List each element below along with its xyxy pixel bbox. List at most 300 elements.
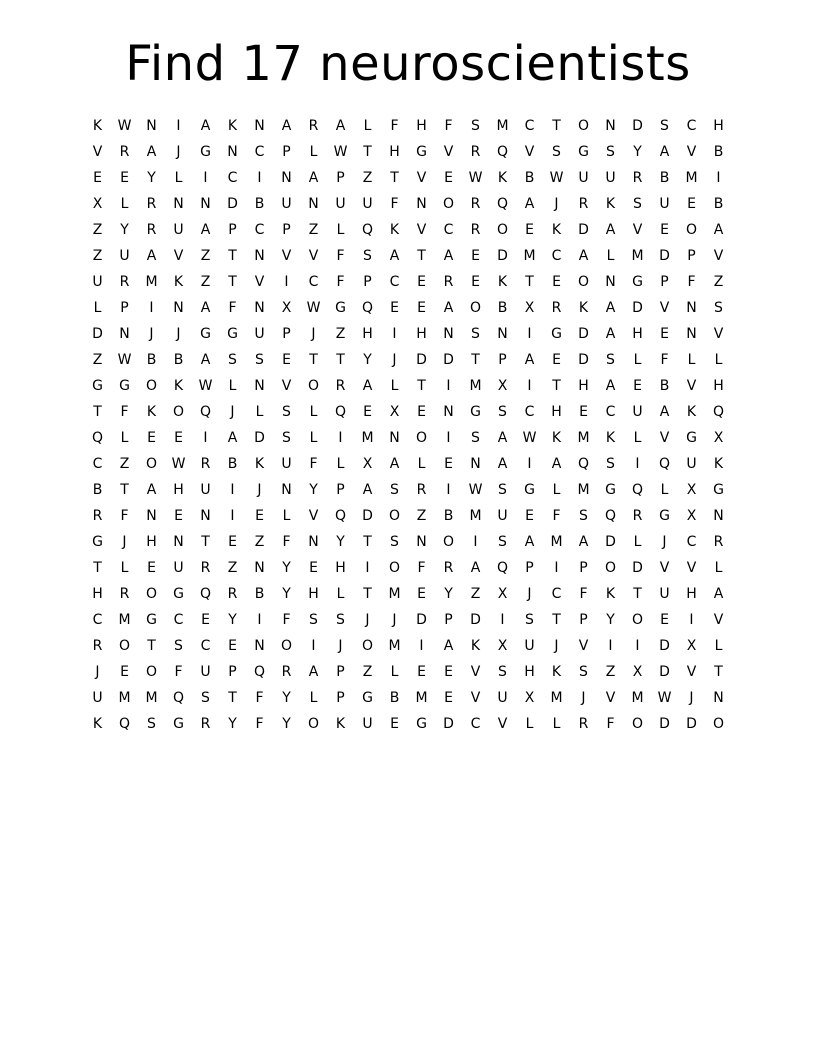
grid-letter[interactable]: D — [659, 664, 670, 680]
grid-letter[interactable]: T — [228, 274, 237, 290]
grid-letter[interactable]: T — [525, 274, 534, 290]
grid-letter[interactable]: O — [145, 586, 158, 602]
grid-letter[interactable]: T — [228, 690, 237, 706]
grid-letter[interactable]: T — [552, 118, 561, 134]
grid-letter[interactable]: U — [659, 196, 670, 212]
grid-letter[interactable]: L — [606, 248, 615, 264]
grid-letter[interactable]: M — [577, 430, 590, 446]
grid-letter[interactable]: G — [470, 404, 481, 420]
grid-letter[interactable]: I — [203, 170, 208, 186]
grid-letter[interactable]: N — [605, 118, 616, 134]
grid-letter[interactable]: A — [713, 586, 724, 602]
grid-letter[interactable]: Z — [92, 352, 103, 368]
grid-letter[interactable]: N — [200, 508, 211, 524]
grid-letter[interactable]: L — [336, 586, 345, 602]
grid-letter[interactable]: A — [524, 196, 535, 212]
grid-letter[interactable]: Z — [200, 274, 211, 290]
grid-letter[interactable]: J — [581, 690, 586, 706]
grid-letter[interactable]: C — [254, 144, 265, 160]
grid-letter[interactable]: E — [552, 352, 561, 368]
grid-letter[interactable]: R — [146, 196, 157, 212]
grid-letter[interactable]: A — [146, 248, 157, 264]
grid-letter[interactable]: C — [470, 716, 481, 732]
grid-letter[interactable]: A — [524, 534, 535, 550]
grid-letter[interactable]: B — [227, 456, 238, 472]
grid-letter[interactable]: X — [497, 378, 508, 394]
grid-letter[interactable]: D — [578, 326, 589, 342]
grid-letter[interactable]: H — [173, 482, 184, 498]
grid-letter[interactable]: I — [311, 638, 316, 654]
grid-letter[interactable]: Z — [200, 248, 211, 264]
grid-letter[interactable]: L — [390, 664, 399, 680]
grid-letter[interactable]: J — [662, 534, 667, 550]
grid-letter[interactable]: G — [416, 144, 427, 160]
grid-letter[interactable]: R — [713, 534, 724, 550]
grid-letter[interactable]: G — [551, 326, 562, 342]
grid-letter[interactable]: M — [550, 690, 563, 706]
grid-letter[interactable]: Y — [309, 482, 318, 498]
grid-letter[interactable]: K — [605, 430, 616, 446]
grid-letter[interactable]: S — [633, 196, 642, 212]
grid-letter[interactable]: A — [200, 118, 211, 134]
grid-letter[interactable]: I — [446, 378, 451, 394]
grid-letter[interactable]: K — [146, 404, 157, 420]
grid-letter[interactable]: C — [551, 248, 562, 264]
grid-letter[interactable]: K — [497, 170, 508, 186]
grid-letter[interactable]: F — [255, 690, 264, 706]
grid-letter[interactable]: F — [552, 508, 561, 524]
grid-letter[interactable]: F — [228, 300, 237, 316]
grid-letter[interactable]: A — [551, 456, 562, 472]
grid-letter[interactable]: Z — [227, 560, 238, 576]
grid-letter[interactable]: V — [659, 300, 670, 316]
grid-letter[interactable]: L — [309, 404, 318, 420]
grid-letter[interactable]: P — [579, 560, 588, 576]
grid-letter[interactable]: L — [660, 482, 669, 498]
grid-letter[interactable]: G — [713, 482, 724, 498]
grid-letter[interactable]: A — [659, 404, 670, 420]
grid-letter[interactable]: H — [389, 144, 400, 160]
grid-letter[interactable]: N — [416, 534, 427, 550]
grid-letter[interactable]: H — [416, 118, 427, 134]
grid-letter[interactable]: O — [145, 456, 158, 472]
grid-letter[interactable]: A — [308, 664, 319, 680]
grid-letter[interactable]: A — [389, 248, 400, 264]
grid-letter[interactable]: S — [282, 430, 291, 446]
grid-letter[interactable]: K — [335, 716, 346, 732]
grid-letter[interactable]: O — [118, 638, 131, 654]
grid-letter[interactable]: G — [659, 508, 670, 524]
grid-letter[interactable]: F — [174, 664, 183, 680]
grid-letter[interactable]: L — [552, 716, 561, 732]
grid-letter[interactable]: V — [686, 560, 697, 576]
grid-letter[interactable]: B — [497, 300, 508, 316]
grid-letter[interactable]: G — [227, 326, 238, 342]
grid-letter[interactable]: V — [470, 664, 481, 680]
grid-letter[interactable]: Q — [334, 404, 347, 420]
grid-letter[interactable]: T — [633, 586, 642, 602]
grid-letter[interactable]: R — [92, 638, 103, 654]
grid-letter[interactable]: J — [230, 404, 235, 420]
grid-letter[interactable]: T — [552, 378, 561, 394]
grid-letter[interactable]: O — [307, 378, 320, 394]
grid-letter[interactable]: M — [415, 690, 428, 706]
grid-letter[interactable]: I — [257, 170, 262, 186]
grid-letter[interactable]: N — [308, 534, 319, 550]
grid-letter[interactable]: I — [608, 638, 613, 654]
grid-letter[interactable]: Z — [362, 664, 373, 680]
grid-letter[interactable]: V — [173, 248, 184, 264]
grid-letter[interactable]: M — [469, 378, 482, 394]
grid-letter[interactable]: U — [200, 664, 211, 680]
grid-letter[interactable]: E — [147, 560, 156, 576]
grid-letter[interactable]: S — [282, 404, 291, 420]
grid-letter[interactable]: X — [713, 430, 724, 446]
grid-letter[interactable]: P — [228, 222, 237, 238]
grid-letter[interactable]: E — [444, 690, 453, 706]
grid-letter[interactable]: M — [388, 638, 401, 654]
grid-letter[interactable]: O — [361, 638, 374, 654]
grid-letter[interactable]: S — [498, 534, 507, 550]
grid-letter[interactable]: R — [470, 222, 481, 238]
grid-letter[interactable]: O — [145, 664, 158, 680]
grid-letter[interactable]: Z — [119, 456, 130, 472]
grid-letter[interactable]: U — [119, 248, 130, 264]
grid-letter[interactable]: C — [308, 274, 319, 290]
grid-letter[interactable]: V — [281, 248, 292, 264]
grid-letter[interactable]: G — [686, 430, 697, 446]
grid-letter[interactable]: L — [255, 404, 264, 420]
grid-letter[interactable]: E — [525, 222, 534, 238]
grid-letter[interactable]: Y — [444, 586, 453, 602]
grid-letter[interactable]: H — [632, 326, 643, 342]
grid-letter[interactable]: U — [659, 586, 670, 602]
grid-letter[interactable]: O — [172, 404, 185, 420]
grid-letter[interactable]: G — [362, 690, 373, 706]
grid-letter[interactable]: V — [713, 326, 724, 342]
grid-letter[interactable]: Y — [282, 716, 291, 732]
grid-letter[interactable]: E — [417, 404, 426, 420]
grid-letter[interactable]: E — [255, 508, 264, 524]
grid-letter[interactable]: W — [468, 170, 483, 186]
grid-letter[interactable]: T — [363, 586, 372, 602]
grid-letter[interactable]: E — [201, 612, 210, 628]
grid-letter[interactable]: R — [200, 456, 211, 472]
grid-letter[interactable]: E — [228, 638, 237, 654]
grid-letter[interactable]: U — [92, 274, 103, 290]
grid-letter[interactable]: M — [469, 508, 482, 524]
grid-letter[interactable]: L — [174, 170, 183, 186]
grid-letter[interactable]: A — [200, 300, 211, 316]
grid-letter[interactable]: V — [713, 612, 724, 628]
grid-letter[interactable]: K — [470, 638, 481, 654]
grid-letter[interactable]: L — [309, 430, 318, 446]
grid-letter[interactable]: H — [92, 586, 103, 602]
grid-letter[interactable]: R — [119, 144, 130, 160]
grid-letter[interactable]: Q — [199, 586, 212, 602]
grid-letter[interactable]: I — [554, 560, 559, 576]
grid-letter[interactable]: R — [200, 716, 211, 732]
grid-letter[interactable]: A — [443, 300, 454, 316]
grid-letter[interactable]: S — [552, 144, 561, 160]
grid-letter[interactable]: D — [443, 352, 454, 368]
grid-letter[interactable]: L — [363, 118, 372, 134]
grid-letter[interactable]: X — [362, 456, 373, 472]
grid-letter[interactable]: I — [500, 612, 505, 628]
grid-letter[interactable]: P — [228, 664, 237, 680]
grid-letter[interactable]: I — [392, 326, 397, 342]
grid-letter[interactable]: M — [496, 118, 509, 134]
grid-letter[interactable]: L — [309, 144, 318, 160]
grid-letter[interactable]: K — [173, 274, 184, 290]
grid-letter[interactable]: R — [308, 118, 319, 134]
grid-letter[interactable]: O — [280, 638, 293, 654]
grid-letter[interactable]: Q — [577, 456, 590, 472]
grid-letter[interactable]: V — [659, 430, 670, 446]
grid-letter[interactable]: U — [362, 716, 373, 732]
grid-letter[interactable]: N — [119, 326, 130, 342]
grid-letter[interactable]: X — [92, 196, 103, 212]
grid-letter[interactable]: I — [149, 300, 154, 316]
grid-letter[interactable]: H — [686, 586, 697, 602]
grid-letter[interactable]: F — [282, 612, 291, 628]
grid-letter[interactable]: J — [176, 144, 181, 160]
grid-letter[interactable]: S — [390, 482, 399, 498]
grid-letter[interactable]: V — [605, 690, 616, 706]
grid-letter[interactable]: N — [254, 118, 265, 134]
grid-letter[interactable]: V — [497, 716, 508, 732]
grid-letter[interactable]: W — [522, 430, 537, 446]
grid-letter[interactable]: H — [146, 534, 157, 550]
grid-letter[interactable]: N — [497, 326, 508, 342]
grid-letter[interactable]: B — [443, 508, 454, 524]
grid-letter[interactable]: M — [685, 170, 698, 186]
grid-letter[interactable]: H — [551, 404, 562, 420]
grid-letter[interactable]: H — [416, 326, 427, 342]
grid-letter[interactable]: U — [173, 222, 184, 238]
grid-letter[interactable]: S — [201, 690, 210, 706]
grid-letter[interactable]: N — [227, 144, 238, 160]
grid-letter[interactable]: A — [605, 378, 616, 394]
grid-letter[interactable]: E — [417, 274, 426, 290]
grid-letter[interactable]: K — [92, 716, 103, 732]
grid-letter[interactable]: A — [335, 118, 346, 134]
grid-letter[interactable]: W — [198, 378, 213, 394]
grid-letter[interactable]: P — [660, 274, 669, 290]
grid-letter[interactable]: N — [254, 560, 265, 576]
grid-letter[interactable]: X — [524, 300, 535, 316]
grid-letter[interactable]: W — [657, 690, 672, 706]
grid-letter[interactable]: D — [686, 716, 697, 732]
grid-letter[interactable]: H — [308, 586, 319, 602]
grid-letter[interactable]: D — [578, 352, 589, 368]
grid-letter[interactable]: N — [470, 456, 481, 472]
grid-letter[interactable]: R — [443, 274, 454, 290]
grid-letter[interactable]: V — [308, 248, 319, 264]
grid-letter[interactable]: Q — [361, 222, 374, 238]
grid-letter[interactable]: C — [686, 534, 697, 550]
grid-letter[interactable]: I — [635, 638, 640, 654]
grid-letter[interactable]: N — [254, 248, 265, 264]
grid-letter[interactable]: E — [633, 378, 642, 394]
grid-letter[interactable]: G — [335, 300, 346, 316]
grid-letter[interactable]: S — [525, 612, 534, 628]
grid-letter[interactable]: B — [254, 196, 265, 212]
grid-letter[interactable]: K — [686, 404, 697, 420]
grid-letter[interactable]: Q — [496, 144, 509, 160]
grid-letter[interactable]: R — [632, 170, 643, 186]
grid-letter[interactable]: R — [119, 274, 130, 290]
grid-letter[interactable]: U — [173, 560, 184, 576]
grid-letter[interactable]: F — [579, 586, 588, 602]
grid-letter[interactable]: H — [524, 664, 535, 680]
grid-letter[interactable]: V — [470, 690, 481, 706]
grid-letter[interactable]: S — [471, 118, 480, 134]
grid-letter[interactable]: Q — [91, 430, 104, 446]
grid-letter[interactable]: R — [632, 508, 643, 524]
grid-letter[interactable]: O — [631, 716, 644, 732]
grid-letter[interactable]: L — [552, 482, 561, 498]
grid-letter[interactable]: G — [578, 144, 589, 160]
grid-letter[interactable]: D — [659, 248, 670, 264]
grid-letter[interactable]: W — [117, 352, 132, 368]
grid-letter[interactable]: S — [606, 144, 615, 160]
grid-letter[interactable]: Y — [633, 144, 642, 160]
grid-letter[interactable]: J — [95, 664, 100, 680]
grid-letter[interactable]: V — [686, 144, 697, 160]
grid-letter[interactable]: D — [416, 612, 427, 628]
grid-letter[interactable]: K — [551, 664, 562, 680]
grid-letter[interactable]: U — [281, 196, 292, 212]
grid-letter[interactable]: E — [147, 430, 156, 446]
grid-letter[interactable]: Q — [658, 456, 671, 472]
grid-letter[interactable]: F — [390, 196, 399, 212]
grid-letter[interactable]: N — [686, 300, 697, 316]
grid-letter[interactable]: H — [335, 560, 346, 576]
grid-letter[interactable]: K — [713, 456, 724, 472]
grid-letter[interactable]: O — [712, 716, 725, 732]
grid-letter[interactable]: C — [200, 638, 211, 654]
grid-letter[interactable]: E — [120, 664, 129, 680]
grid-letter[interactable]: L — [336, 456, 345, 472]
grid-letter[interactable]: I — [230, 482, 235, 498]
grid-letter[interactable]: K — [227, 118, 238, 134]
grid-letter[interactable]: T — [417, 248, 426, 264]
grid-letter[interactable]: R — [578, 196, 589, 212]
grid-letter[interactable]: S — [498, 404, 507, 420]
grid-letter[interactable]: F — [282, 534, 291, 550]
grid-letter[interactable]: E — [579, 404, 588, 420]
grid-letter[interactable]: T — [471, 352, 480, 368]
grid-letter[interactable]: E — [93, 170, 102, 186]
grid-letter[interactable]: A — [605, 326, 616, 342]
grid-letter[interactable]: X — [632, 664, 643, 680]
grid-letter[interactable]: A — [308, 170, 319, 186]
grid-letter[interactable]: X — [497, 586, 508, 602]
grid-letter[interactable]: R — [200, 560, 211, 576]
grid-letter[interactable]: P — [525, 560, 534, 576]
grid-letter[interactable]: G — [524, 482, 535, 498]
grid-letter[interactable]: P — [336, 664, 345, 680]
grid-letter[interactable]: Q — [361, 300, 374, 316]
grid-letter[interactable]: S — [579, 664, 588, 680]
grid-letter[interactable]: Q — [496, 560, 509, 576]
grid-letter[interactable]: Y — [606, 612, 615, 628]
grid-letter[interactable]: E — [282, 352, 291, 368]
grid-letter[interactable]: A — [578, 534, 589, 550]
grid-letter[interactable]: I — [527, 456, 532, 472]
grid-letter[interactable]: Z — [362, 170, 373, 186]
grid-letter[interactable]: R — [416, 482, 427, 498]
grid-letter[interactable]: W — [306, 300, 321, 316]
grid-letter[interactable]: E — [444, 664, 453, 680]
grid-letter[interactable]: A — [146, 144, 157, 160]
grid-letter[interactable]: C — [605, 404, 616, 420]
grid-letter[interactable]: B — [713, 144, 724, 160]
grid-letter[interactable]: F — [417, 560, 426, 576]
grid-letter[interactable]: F — [687, 274, 696, 290]
grid-letter[interactable]: N — [146, 508, 157, 524]
grid-letter[interactable]: Q — [172, 690, 185, 706]
grid-letter[interactable]: T — [363, 534, 372, 550]
grid-letter[interactable]: O — [388, 560, 401, 576]
grid-letter[interactable]: J — [257, 482, 262, 498]
grid-letter[interactable]: I — [284, 274, 289, 290]
grid-letter[interactable]: F — [120, 508, 129, 524]
grid-letter[interactable]: V — [659, 560, 670, 576]
grid-letter[interactable]: C — [92, 612, 103, 628]
grid-letter[interactable]: X — [497, 638, 508, 654]
grid-letter[interactable]: V — [443, 144, 454, 160]
grid-letter[interactable]: A — [470, 560, 481, 576]
grid-letter[interactable]: F — [309, 456, 318, 472]
grid-letter[interactable]: I — [446, 430, 451, 446]
grid-letter[interactable]: A — [578, 248, 589, 264]
grid-letter[interactable]: M — [118, 612, 131, 628]
grid-letter[interactable]: S — [255, 352, 264, 368]
grid-letter[interactable]: V — [254, 274, 265, 290]
grid-letter[interactable]: P — [336, 170, 345, 186]
grid-letter[interactable]: I — [716, 170, 721, 186]
grid-letter[interactable]: O — [442, 196, 455, 212]
grid-letter[interactable]: V — [524, 144, 535, 160]
grid-letter[interactable]: G — [92, 378, 103, 394]
grid-letter[interactable]: Q — [604, 508, 617, 524]
word-search-grid[interactable] — [84, 113, 732, 737]
grid-letter[interactable]: I — [473, 534, 478, 550]
grid-letter[interactable]: R — [92, 508, 103, 524]
grid-letter[interactable]: E — [552, 274, 561, 290]
grid-letter[interactable]: K — [605, 196, 616, 212]
grid-letter[interactable]: R — [578, 716, 589, 732]
grid-letter[interactable]: J — [527, 586, 532, 602]
grid-letter[interactable]: G — [119, 378, 130, 394]
grid-letter[interactable]: N — [416, 196, 427, 212]
grid-letter[interactable]: N — [254, 300, 265, 316]
grid-letter[interactable]: D — [416, 352, 427, 368]
grid-letter[interactable]: D — [443, 716, 454, 732]
grid-letter[interactable]: Z — [713, 274, 724, 290]
grid-letter[interactable]: O — [307, 716, 320, 732]
grid-letter[interactable]: R — [551, 300, 562, 316]
grid-letter[interactable]: A — [200, 222, 211, 238]
grid-letter[interactable]: S — [471, 326, 480, 342]
grid-letter[interactable]: V — [92, 144, 103, 160]
grid-letter[interactable]: M — [118, 690, 131, 706]
grid-letter[interactable]: E — [444, 456, 453, 472]
grid-letter[interactable]: Z — [416, 508, 427, 524]
grid-letter[interactable]: L — [120, 196, 129, 212]
